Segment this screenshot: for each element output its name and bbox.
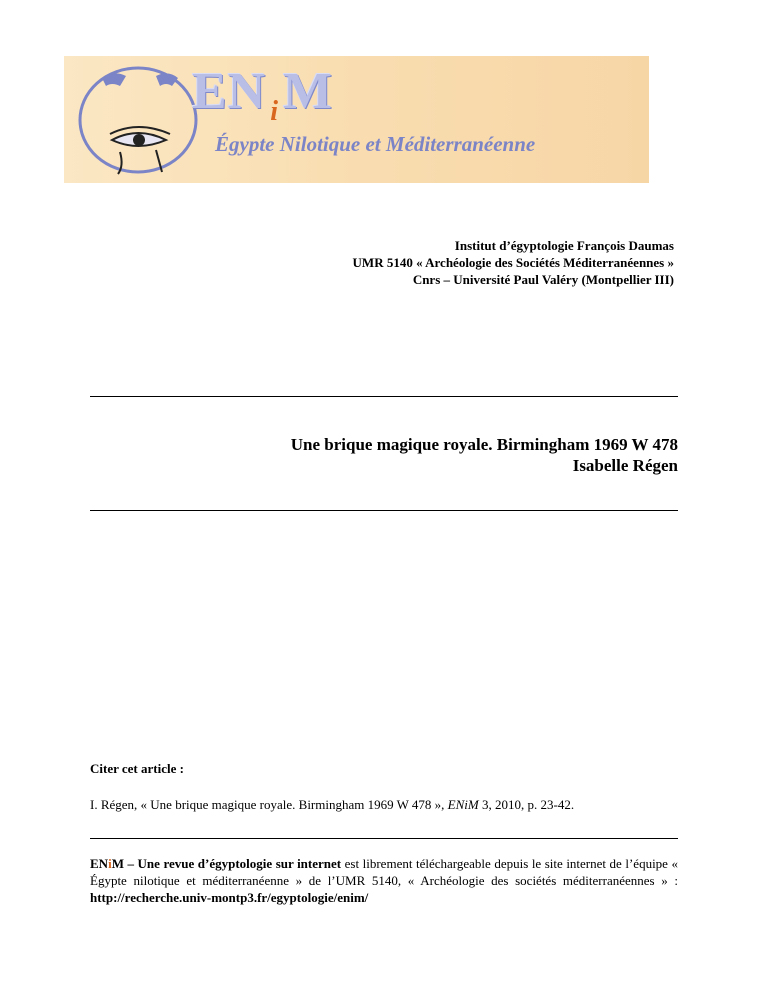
enim-banner: [64, 56, 649, 183]
citation-text: I. Régen, « Une brique magique royale. Birmingham 1969 W 478 », ENiM 3, 2010, p. 23-42.: [90, 797, 575, 812]
enim-website-link[interactable]: http://recherche.univ-montp3.fr/egyptologie/enim/: [90, 890, 369, 905]
divider-bottom: [90, 838, 678, 839]
logo-title: EN $_i$M: [192, 63, 334, 127]
footer-notice: ENiM – Une revue d’égyptologie sur internet est librement téléchargeable depuis le site internet de l’équipe « Égypte nilotique et méditerranéenne » de l’UMR 5140, « Archéologie des sociétés méditerranéennes » : http://recherche.univ-montp3.fr/egyptologie/enim/: [90, 856, 678, 905]
institution-affiliation: Cnrs – Université Paul Valéry (Montpellier III): [412, 272, 674, 287]
article-author: Isabelle Régen: [572, 456, 678, 475]
article-title: Une brique magique royale. Birmingham 1969 W 478: [290, 435, 678, 454]
logo-subtitle: Égypte Nilotique et Méditerranéenne: [215, 132, 536, 156]
citation-journal: ENiM: [447, 797, 479, 812]
divider-middle: [90, 510, 678, 511]
citation-label: Citer cet article :: [90, 761, 184, 776]
institution-name: Institut d’égyptologie François Daumas: [454, 238, 674, 253]
divider-top: [90, 396, 678, 397]
footer-brand: ENiM – Une revue d’égyptologie sur internet: [90, 856, 342, 871]
institution-block: [353, 237, 674, 288]
institution-umr: UMR 5140 « Archéologie des Sociétés Méditerranéennes »: [352, 255, 674, 270]
article-header: [291, 434, 678, 476]
